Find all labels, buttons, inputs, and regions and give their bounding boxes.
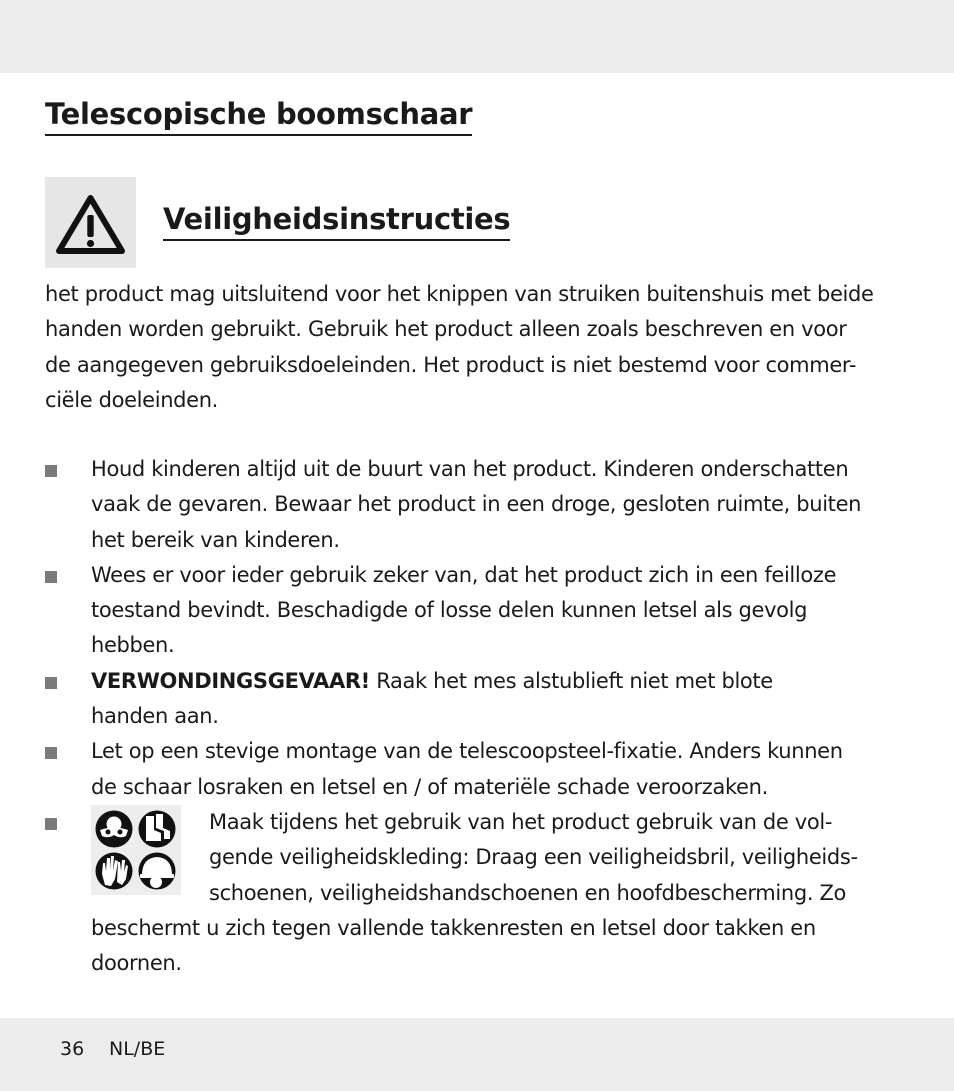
hard-hat-icon: [139, 852, 176, 889]
list-item-children: [45, 452, 925, 558]
warning-icon-box: [45, 177, 136, 268]
page-title: Telescopische boomschaar: [45, 95, 472, 136]
list-item-protective-gear: [45, 805, 925, 981]
intro-line: het product mag uitsluitend voor het knippen van struiken buitenshuis met beide: [45, 282, 874, 306]
warning-triangle-icon: [45, 177, 136, 268]
intro-paragraph: [45, 277, 925, 418]
header-band: [0, 0, 954, 73]
list-item-line: Maak tijdens het gebruik van het product gebruik van de vol-: [209, 809, 833, 834]
protective-gear-pictograms: [91, 805, 181, 895]
injury-warning-text: Raak het mes alstublieft niet met blote: [369, 668, 773, 693]
list-item-line: het bereik van kinderen.: [91, 527, 340, 552]
list-item-line: Houd kinderen altijd uit de buurt van het product. Kinderen onderschatten: [91, 457, 849, 481]
list-item-line: hebben.: [91, 633, 175, 658]
list-item-line: Let op een stevige montage van de telescoopsteel-fixatie. Anders kunnen: [91, 739, 843, 764]
square-bullet-icon: [45, 571, 57, 583]
square-bullet-icon: [45, 818, 57, 830]
language-code: NL/BE: [109, 1038, 166, 1060]
list-item-line: beschermt u zich tegen vallende takkenresten en letsel door takken en: [91, 915, 816, 940]
intro-line: de aangegeven gebruiksdoeleinden. Het product is niet bestemd voor commer-: [45, 352, 857, 377]
protective-gear-text: [91, 805, 925, 981]
page-number: 36: [60, 1038, 85, 1060]
square-bullet-icon: [45, 465, 57, 477]
list-item-line: Wees er voor ieder gebruik zeker van, dat het product zich in een feilloze: [91, 562, 837, 587]
safety-goggles-icon: [96, 810, 133, 847]
list-item-injury-warning: [45, 664, 925, 735]
list-item-line: schoenen, veiligheidshandschoenen en hoofdbescherming. Zo: [209, 880, 846, 905]
safety-instructions-list: [45, 452, 925, 981]
list-item-mounting: [45, 734, 925, 805]
intro-line: handen worden gebruikt. Gebruik het product alleen zoals beschreven en voor: [45, 317, 847, 342]
list-item-line: handen aan.: [91, 704, 219, 729]
list-item-line: [91, 664, 925, 699]
intro-line: ciële doeleinden.: [45, 387, 219, 412]
safety-boots-icon: [139, 810, 176, 847]
list-item-line: de schaar losraken en letsel en / of materiële schade veroorzaken.: [91, 774, 768, 799]
square-bullet-icon: [45, 747, 57, 759]
list-item-line: toestand bevindt. Beschadigde of losse delen kunnen letsel als gevolg: [91, 598, 808, 623]
safety-gloves-icon: [96, 852, 133, 889]
list-item-line: gende veiligheidskleding: Draag een veiligheidsbril, veiligheids-: [209, 845, 858, 870]
list-item-line: doornen.: [91, 951, 182, 976]
section-title: Veiligheidsinstructies: [163, 200, 510, 241]
list-item-line: vaak de gevaren. Bewaar het product in een droge, gesloten ruimte, buiten: [91, 492, 862, 517]
list-item-condition: [45, 558, 925, 664]
square-bullet-icon: [45, 677, 57, 689]
injury-warning-label: VERWONDINGSGEVAAR!: [91, 668, 370, 693]
